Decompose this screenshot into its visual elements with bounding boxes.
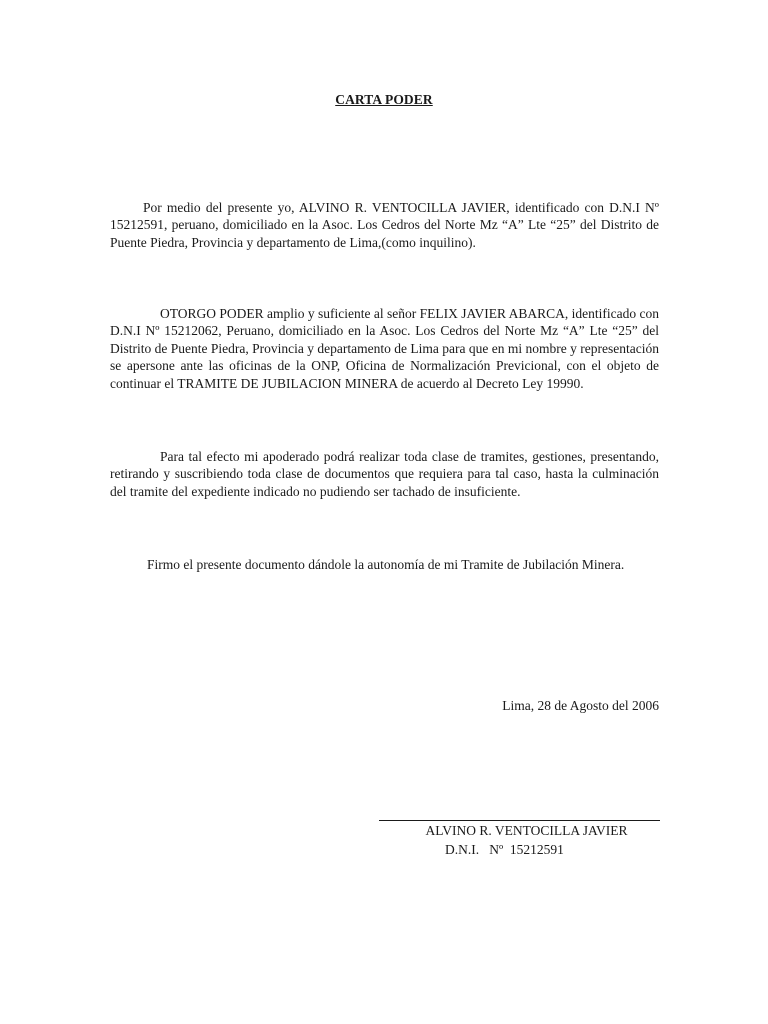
paragraph-identification: Por medio del presente yo, ALVINO R. VENTOCILLA JAVIER, identificado con D.N.I Nº 15212591, peruano, domiciliado en la Asoc. Los Cedros del Norte Mz “A” Lte “25” del Distrito de Puente Piedra, Provincia y departamento de Lima,(como inquilino). — [110, 200, 659, 250]
paragraph-powers-scope: Para tal efecto mi apoderado podrá realizar toda clase de tramites, gestiones, presentando, retirando y suscribiendo toda clase de documentos que requiera para tal caso, hasta la culminación del tramite del expediente indicado no pudiendo ser tachado de insuficiente. — [110, 449, 659, 499]
date-line: Lima, 28 de Agosto del 2006 — [502, 698, 659, 713]
paragraph-grant-power: OTORGO PODER amplio y suficiente al señor FELIX JAVIER ABARCA, identificado con D.N.I Nº 15212062, Peruano, domiciliado en la Asoc. Los Cedros del Norte Mz “A” Lte “25” del Distrito de Puente Piedra, Provincia y departamento de Lima para que en mi nombre y representación se apersone ante las oficinas de la ONP, Oficina de Normalización Previcional, con el objeto de continuar el TRAMITE DE JUBILACION MINERA de acuerdo al Decreto Ley 19990. — [110, 306, 659, 391]
document-title: CARTA PODER — [335, 92, 433, 107]
signature-line — [379, 820, 660, 821]
signature-name: ALVINO R. VENTOCILLA JAVIER — [425, 823, 628, 838]
signature-id: D.N.I. Nº 15212591 — [445, 842, 564, 857]
paragraph-closing: Firmo el presente documento dándole la autonomía de mi Tramite de Jubilación Minera. — [147, 557, 625, 572]
